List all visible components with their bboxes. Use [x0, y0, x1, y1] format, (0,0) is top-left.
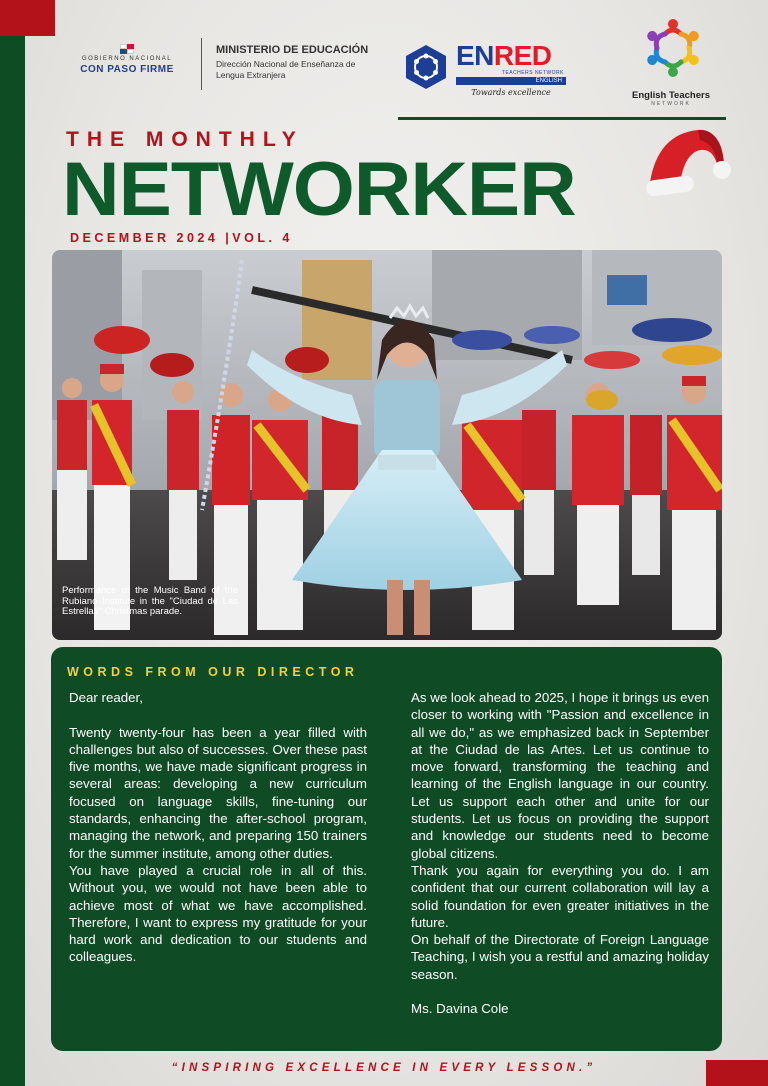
director-left-paragraph-2: You have played a crucial role in all of this. Without you, we would not have been able to achieve most of what we have accomplished. Therefore, I want to express my gratitude for your hard work and dedication to our students and colleagues. — [69, 862, 367, 965]
masthead-kicker: THE MONTHLY — [66, 128, 304, 151]
director-right-paragraph-3: On behalf of the Directorate of Foreign Language Teaching, I wish you a restful and amazing holiday season. — [411, 932, 709, 982]
enred-hexagon-icon — [404, 44, 448, 90]
government-slogan: CON PASO FIRME — [80, 64, 174, 75]
ministry-logo — [216, 44, 386, 81]
director-right-column — [411, 689, 709, 1018]
government-logo — [68, 44, 186, 75]
enred-network-label: TEACHERS NETWORK — [501, 70, 564, 76]
enred-tagline: Towards excellence — [471, 88, 551, 97]
left-green-bar — [0, 0, 25, 1086]
ete-title: English Teachers — [632, 90, 710, 101]
enred-language-label: ENGLISH — [456, 77, 566, 85]
top-left-red-block — [0, 0, 55, 36]
photo-caption: Performance of the Music Band of the Rubiano Institute in the "Ciudad de Las Estrellas" Christmas parade. — [62, 585, 238, 617]
masthead-title: NETWORKER — [62, 147, 576, 232]
director-left-column — [69, 689, 367, 966]
ministry-title: MINISTERIO DE EDUCACIÓN — [216, 44, 369, 56]
footer-quote: “INSPIRING EXCELLENCE IN EVERY LESSON.” — [171, 1062, 597, 1074]
enred-wordmark-red: RED — [493, 40, 552, 71]
panama-flag-icon — [120, 44, 134, 54]
issue-date: DECEMBER 2024 |VOL. 4 — [70, 231, 293, 245]
director-message-box — [51, 647, 722, 1051]
enred-logo — [456, 42, 566, 97]
enred-wordmark-en: EN — [456, 40, 494, 71]
director-right-paragraph-1: As we look ahead to 2025, I hope it brings us even closer to working with "Passion and excellence in all we do," as we emphasized back in September at the Ciudad de las Artes. Let us continue to move forward, transforming the teaching and learning of the English language in our country. Let us support each other and unite for our students. Let us focus on providing the support and knowledge our students need to become global citizens. — [411, 690, 709, 861]
enred-wordmark — [456, 42, 566, 70]
ministry-subtitle-line2: Lengua Extranjera — [216, 70, 286, 80]
ete-subtitle: NETWORK — [651, 101, 691, 107]
director-right-paragraph-2: Thank you again for everything you do. I am confident that our current collaboration will lay a solid foundation for even greater initiatives in the future. — [411, 862, 709, 930]
director-greeting: Dear reader, — [69, 690, 143, 705]
ministry-subtitle-line1: Dirección Nacional de Enseñanza de — [216, 59, 356, 69]
ministry-subtitle — [216, 59, 386, 81]
cover-photo — [52, 250, 722, 640]
government-label: GOBIERNO NACIONAL — [81, 56, 173, 62]
santa-hat-icon — [644, 124, 734, 204]
header-green-rule — [398, 117, 726, 120]
bottom-right-red-block — [706, 1060, 768, 1086]
director-left-paragraph-1: Twenty twenty-four has been a year filled with challenges but also of successes. Over these past five months, we have made significant progress in several areas: developing a new curriculum focused on language skills, fine-tuning our standards, enhancing the after-school program, managing the network, and preparing 150 trainers for the summer institute, among other duties. — [69, 724, 367, 861]
director-signature: Ms. Davina Cole — [411, 1001, 509, 1017]
header-divider — [201, 38, 202, 90]
director-heading: WORDS FROM OUR DIRECTOR — [67, 665, 359, 679]
english-teachers-network-logo-icon — [640, 12, 706, 84]
english-teachers-network-label — [612, 90, 730, 107]
